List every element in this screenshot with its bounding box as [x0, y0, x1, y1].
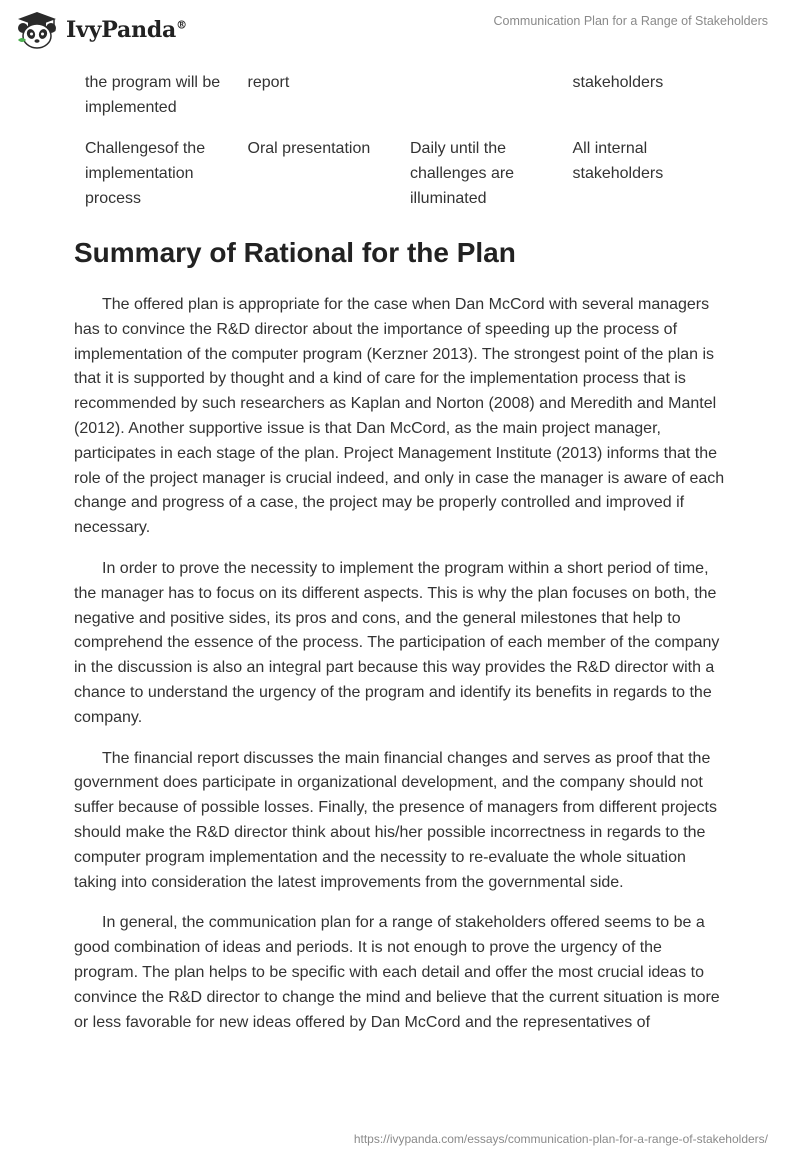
table-cell: stakeholders [572, 74, 664, 91]
table-cell: Challengesof the implementation process [85, 140, 206, 207]
paragraph: The financial report discusses the main financial changes and serves as proof that the government does participate in organizational development, and the company should not suffer because of possible losses. Finally, the presence of managers from different projects should make the R&D director think about his/her possible incorrectness in regards to the computer program implementation and the necessity to re-evaluate the whole situation taking into consideration the latest improvements from the governmental side. [74, 749, 717, 891]
communication-plan-table [74, 70, 734, 211]
paragraph: The offered plan is appropriate for the case when Dan McCord with several managers has to convince the R&D director about the importance of speeding up the process of implementation of the computer program (Kerzner 2013). The strongest point of the plan is that it is supported by thought and a kind of care for the implementation process that is recommended by such researchers as Kaplan and Norton (2008) and Meredith and Mantel (2012). Another supportive issue is that Dan McCord, as the main project manager, participates in each stage of the plan. Project Management Institute (2013) informs that the role of the project manager is crucial indeed, and only in case the manager is aware of each change and progress of a case, the project may be properly controlled and improved if necessary. [74, 296, 725, 537]
paragraph: In order to prove the necessity to implement the program within a short period of time, the manager has to focus on its different aspects. This is why the plan focuses on both, the negative and positive sides, its pros and cons, and the general milestones that help to comprehend the essence of the process. The participation of each member of the company in the discussion is also an integral part because this way provides the R&D director with a chance to understand the urgency of the program and identify its benefits in regards to the company. [74, 559, 720, 726]
table-cell: report [247, 74, 290, 91]
table-cell: the program will be implemented [85, 74, 221, 116]
table-cell [399, 70, 562, 136]
table-cell: Oral presentation [247, 140, 371, 157]
table-cell: All internal stakeholders [572, 140, 664, 182]
panda-graduate-icon [14, 10, 60, 50]
paragraph: In general, the communication plan for a range of stakeholders offered seems to be a good combination of ideas and periods. It is not enough to prove the urgency of the program. The plan helps to be specific with each detail and offer the most crucial ideas to convince the R&D director to change the mind and believe that the current situation is more or less favorable for new ideas offered by Dan McCord and the representatives of [74, 914, 720, 1031]
brand-logo[interactable] [14, 9, 187, 51]
article-body [74, 293, 730, 1051]
page-header [0, 0, 800, 60]
table-cell: Daily until the challenges are illuminated [410, 140, 515, 207]
table-row [74, 70, 734, 136]
table-row [74, 136, 734, 211]
brand-name: IvyPanda® [66, 17, 187, 43]
document-title: Communication Plan for a Range of Stakeholders [493, 14, 768, 28]
section-heading: Summary of Rational for the Plan [74, 237, 516, 268]
source-url[interactable]: https://ivypanda.com/essays/communication-plan-for-a-range-of-stakeholders/ [353, 1132, 768, 1146]
